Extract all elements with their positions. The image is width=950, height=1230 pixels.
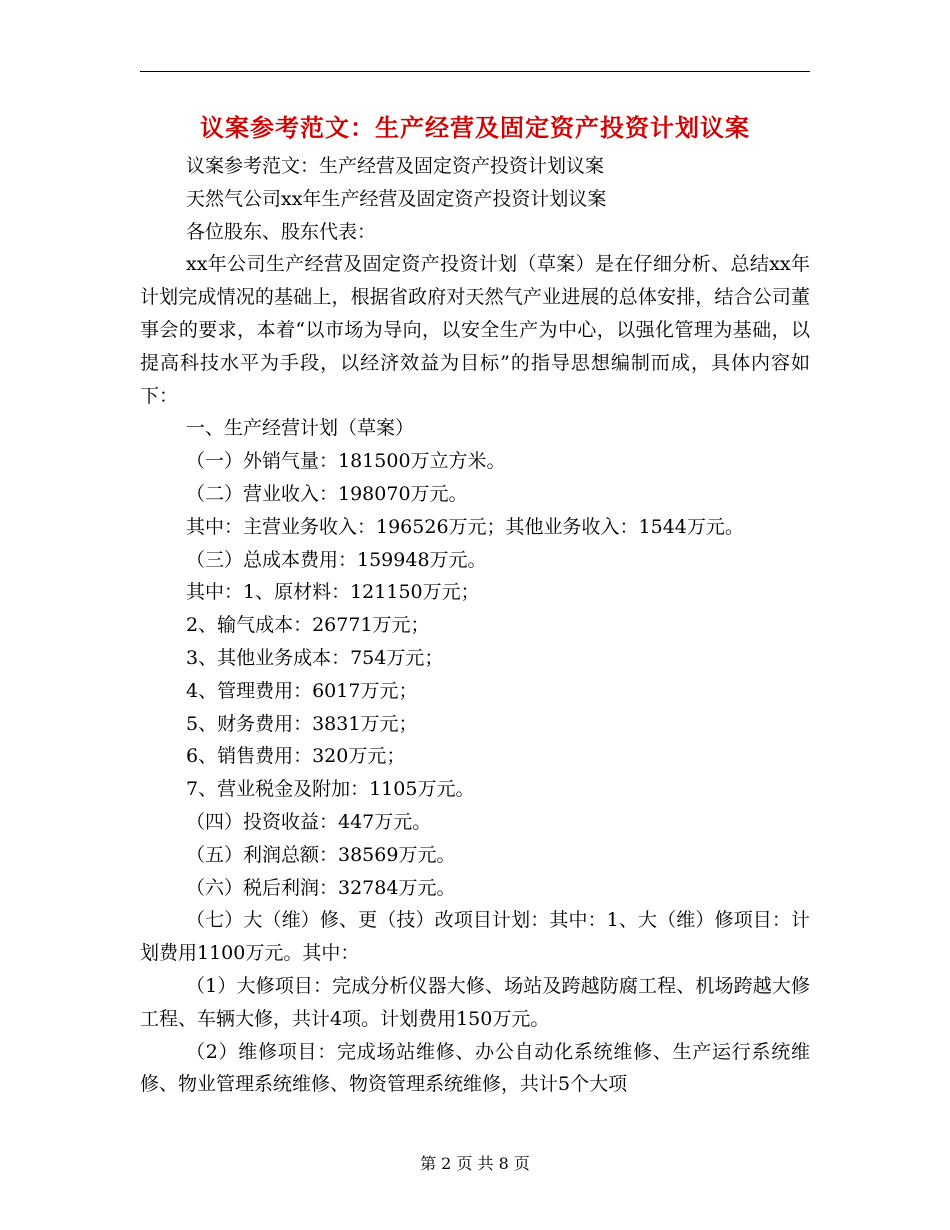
paragraph-subtitle: 天然气公司xx年生产经营及固定资产投资计划议案 (186, 187, 607, 210)
list-item: 3、其他业务成本：754万元； (186, 646, 444, 669)
paragraph-repair-projects: （2）维修项目：完成场站维修、办公自动化系统维修、生产运行系统维修、物业管理系统维修、物资管理系统维修，共计5个大项 (140, 1040, 810, 1096)
list-item: 5、财务费用：3831万元； (186, 712, 418, 735)
paragraph-salutation: 各位股东、股东代表： (186, 220, 377, 243)
document-title: 议案参考范文：生产经营及固定资产投资计划议案 (200, 114, 750, 142)
list-item: （六）税后利润：32784万元。 (186, 876, 456, 899)
section-heading-1: 一、生产经营计划（草案） (186, 417, 415, 440)
list-item: 6、销售费用：320万元； (186, 745, 406, 768)
document-body (140, 150, 810, 1101)
list-item: 其中：主营业务收入：196526万元；其他业务收入：1544万元。 (186, 515, 744, 538)
list-item: （四）投资收益：447万元。 (186, 810, 432, 833)
list-item: 其中：1、原材料：121150万元； (186, 581, 480, 604)
list-item: 4、管理费用：6017万元； (186, 679, 418, 702)
paragraph-overhaul-projects: （1）大修项目：完成分析仪器大修、场站及跨越防腐工程、机场跨越大修工程、车辆大修，共计4项。计划费用150万元。 (140, 974, 810, 1030)
list-item: （一）外销气量：181500万立方米。 (186, 450, 506, 473)
list-item: （五）利润总额：38569万元。 (186, 843, 456, 866)
paragraph-heading-repeat: 议案参考范文：生产经营及固定资产投资计划议案 (186, 155, 605, 177)
list-item: 7、营业税金及附加：1105万元。 (186, 778, 475, 801)
header-rule (140, 71, 810, 72)
list-item: 2、输气成本：26771万元； (186, 614, 430, 637)
list-item: （三）总成本费用：159948万元。 (186, 548, 487, 571)
list-item: （二）营业收入：198070万元。 (186, 482, 468, 505)
page-number-footer: 第 2 页 共 8 页 (420, 1154, 530, 1173)
paragraph-intro: xx年公司生产经营及固定资产投资计划（草案）是在仔细分析、总结xx年计划完成情况的基础上，根据省政府对天然气产业进展的总体安排，结合公司董事会的要求，本着“以市场为导向，以安全生产为中心，以强化管理为基础，以提高科技水平为手段，以经济效益为目标”的指导思想编制而成，具体内容如下： (140, 253, 810, 407)
paragraph-maintenance-plan: （七）大（维）修、更（技）改项目计划：其中：1、大（维）修项目：计划费用1100万元。其中： (140, 909, 810, 965)
